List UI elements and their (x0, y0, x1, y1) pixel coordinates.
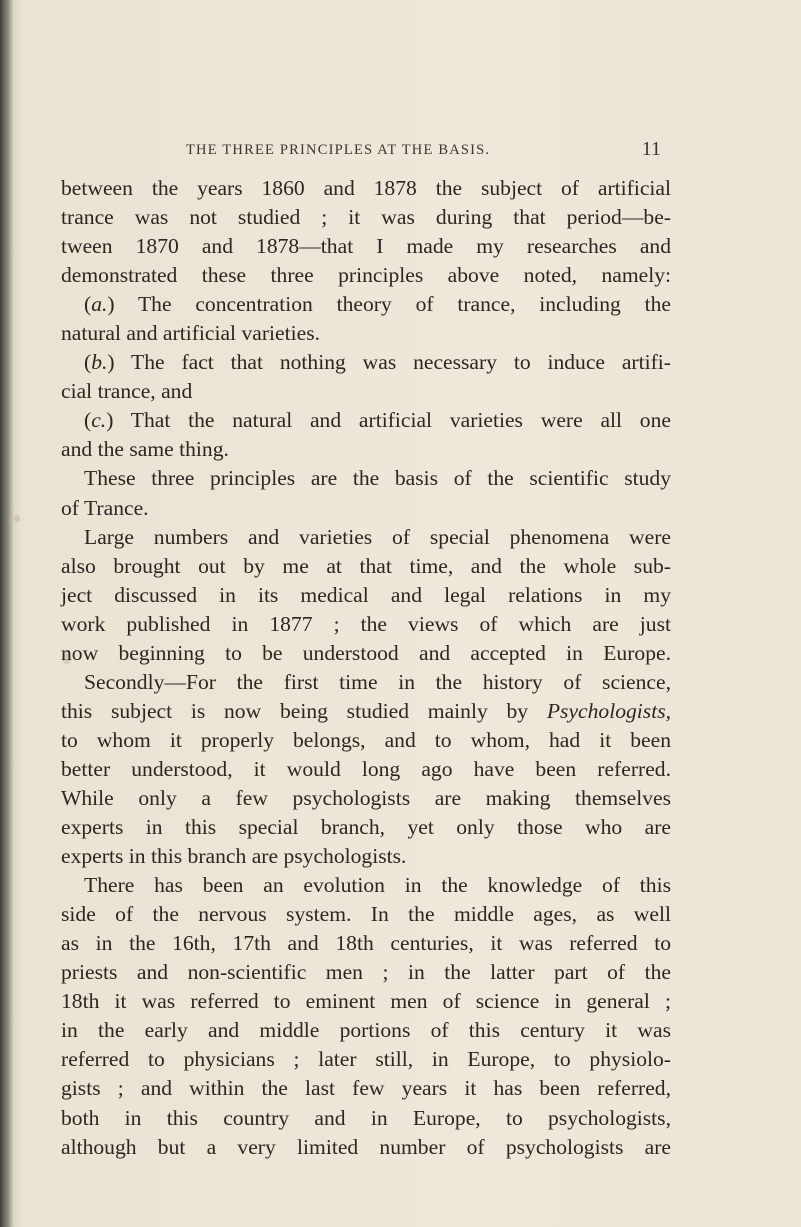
page-binding-edge (0, 0, 14, 1227)
text-line: demonstrated these three principles above noted, namely: (61, 263, 671, 288)
text-line: experts in this special branch, yet only those who are (61, 815, 671, 840)
text-line: better understood, it would long ago have been referred. (61, 756, 671, 781)
text-line: now beginning to be understood and accepted in Europe. (61, 640, 671, 665)
text-line: priests and non-scientific men ; in the latter part of the (61, 960, 671, 985)
text-line: While only a few psychologists are making themselves (61, 785, 671, 810)
text-line: natural and artificial varieties. (61, 321, 320, 346)
text-line: work published in 1877 ; the views of which are just (61, 611, 671, 636)
text-line: Secondly—For the first time in the history of science, (84, 669, 671, 694)
text-line: (b.) The fact that nothing was necessary to induce artifi- (84, 350, 671, 375)
text-line: tween 1870 and 1878—that I made my researches and (61, 234, 671, 259)
text-line: Large numbers and varieties of special phenomena were (84, 524, 671, 549)
text-line: to whom it properly belongs, and to whom, had it been (61, 727, 671, 752)
text-line: 18th it was referred to eminent men of science in general ; (61, 989, 671, 1014)
text-line: (c.) That the natural and artificial varieties were all one (84, 408, 671, 433)
text-line: and the same thing. (61, 437, 229, 462)
text-line: between the years 1860 and 1878 the subject of artificial (61, 176, 671, 200)
text-line: of Trance. (61, 495, 149, 520)
text-line: ject discussed in its medical and legal relations in my (61, 582, 671, 607)
body-text (61, 174, 671, 1162)
page-number: 11 (641, 138, 661, 160)
page-header (186, 138, 661, 162)
text-line: this subject is now being studied mainly by Psychologists, (61, 698, 671, 723)
text-line: side of the nervous system. In the middle ages, as well (61, 902, 671, 927)
text-line: cial trance, and (61, 379, 193, 404)
text-line: (a.) The concentration theory of trance, including the (84, 292, 671, 317)
text-line: referred to physicians ; later still, in Europe, to physiolo- (61, 1047, 671, 1072)
text-line: These three principles are the basis of the scientific study (84, 466, 671, 491)
text-line: both in this country and in Europe, to psychologists, (61, 1105, 671, 1130)
running-head: THE THREE PRINCIPLES AT THE BASIS. (186, 142, 491, 158)
text-line: in the early and middle portions of this century it was (61, 1018, 671, 1043)
text-line: gists ; and within the last few years it has been referred, (61, 1076, 671, 1101)
text-line: experts in this branch are psychologists. (61, 844, 407, 869)
text-line: also brought out by me at that time, and the whole sub- (61, 553, 671, 578)
text-line: trance was not studied ; it was during that period—be- (61, 205, 671, 230)
text-line: as in the 16th, 17th and 18th centuries, it was referred to (61, 931, 671, 956)
text-line: There has been an evolution in the knowledge of this (84, 873, 671, 898)
paper-foxing-spot (14, 515, 20, 522)
text-line: although but a very limited number of psychologists are (61, 1134, 671, 1159)
